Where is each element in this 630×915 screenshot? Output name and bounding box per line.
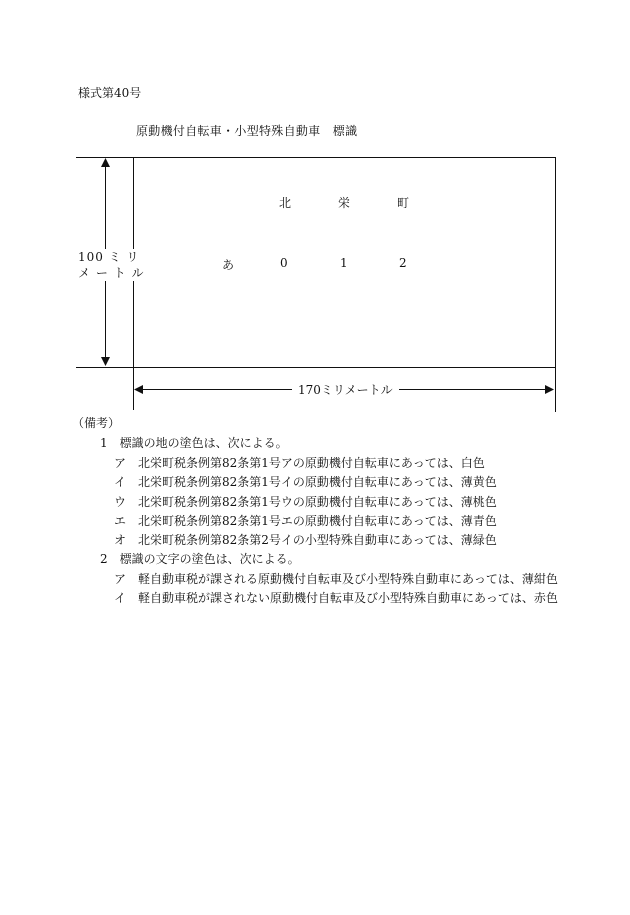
note-item: エ 北栄町税条例第82条第1号エの原動機付自転車にあっては、薄青色 bbox=[114, 514, 497, 528]
plate-char-machi: 町 bbox=[397, 196, 410, 210]
plate-char-a: あ bbox=[222, 258, 235, 272]
width-label: 170ミリメートル bbox=[292, 381, 399, 398]
height-label bbox=[78, 249, 144, 281]
plate-digit-0: 0 bbox=[280, 256, 288, 270]
plate-left-edge bbox=[133, 157, 134, 410]
note-item: オ 北栄町税条例第82条第2号イの小型特殊自動車にあっては、薄緑色 bbox=[114, 533, 497, 547]
arrow-left-icon bbox=[134, 384, 144, 395]
plate-char-sakae: 栄 bbox=[338, 196, 351, 210]
plate-char-kita: 北 bbox=[279, 196, 292, 210]
arrow-down-icon bbox=[100, 357, 111, 367]
plate-digit-1: 1 bbox=[340, 256, 348, 270]
plate-right-edge bbox=[555, 157, 556, 412]
form-number: 様式第40号 bbox=[78, 86, 142, 100]
note-section2-title: 2 標識の文字の塗色は、次による。 bbox=[100, 552, 300, 566]
note-item: ア 北栄町税条例第82条第1号アの原動機付自転車にあっては、白色 bbox=[114, 456, 485, 470]
top-extension-line bbox=[76, 157, 556, 158]
note-item: イ 軽自動車税が課されない原動機付自転車及び小型特殊自動車にあっては、赤色 bbox=[114, 591, 558, 605]
bottom-extension-line bbox=[76, 367, 556, 368]
arrow-right-icon bbox=[545, 384, 555, 395]
note-section1-title: 1 標識の地の塗色は、次による。 bbox=[100, 436, 288, 450]
note-item: ウ 北栄町税条例第82条第1号ウの原動機付自転車にあっては、薄桃色 bbox=[114, 495, 497, 509]
height-label-line1: 100 ミ リ bbox=[78, 250, 140, 264]
note-item: ア 軽自動車税が課される原動機付自転車及び小型特殊自動車にあっては、薄紺色 bbox=[114, 572, 558, 586]
height-label-line2: メ ー ト ル bbox=[78, 266, 145, 280]
arrow-up-icon bbox=[100, 158, 111, 168]
document-title: 原動機付自転車・小型特殊自動車 標識 bbox=[136, 124, 358, 138]
note-item: イ 北栄町税条例第82条第1号イの原動機付自転車にあっては、薄黄色 bbox=[114, 475, 497, 489]
notes-heading: （備考） bbox=[72, 416, 121, 430]
plate-digit-2: 2 bbox=[399, 256, 407, 270]
